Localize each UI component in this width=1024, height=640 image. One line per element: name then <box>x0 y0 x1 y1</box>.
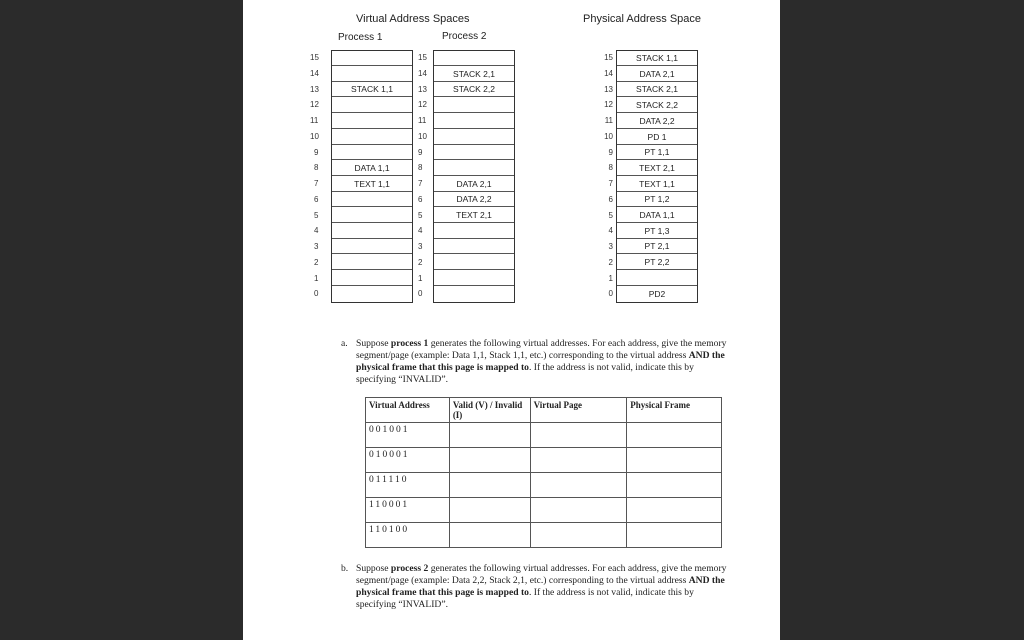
document-page <box>243 0 780 640</box>
row-number: 6 <box>314 195 319 204</box>
page-cell: STACK 1,1 <box>332 82 412 97</box>
page-cell <box>332 67 412 82</box>
row-number: 10 <box>604 132 613 141</box>
question-a-label: a. <box>341 338 348 349</box>
table-row <box>366 423 722 448</box>
physical-frame-cell[interactable] <box>627 473 722 498</box>
row-number: 10 <box>310 132 319 141</box>
page-cell <box>434 239 514 254</box>
question-b-bold: AND the physical frame that this page is mapped to <box>356 575 725 598</box>
row-number: 8 <box>314 163 319 172</box>
virtual-page-cell[interactable] <box>530 473 627 498</box>
virtual-page-cell[interactable] <box>530 498 627 523</box>
valid-cell[interactable] <box>449 523 530 548</box>
row-number: 11 <box>418 116 427 125</box>
physical-row-numbers <box>599 50 613 302</box>
frame-cell <box>617 271 697 286</box>
frame-cell: TEXT 1,1 <box>617 177 697 192</box>
page-cell <box>332 98 412 113</box>
row-number: 3 <box>608 242 613 251</box>
page-cell <box>434 130 514 145</box>
page-cell <box>332 287 412 302</box>
row-number: 2 <box>314 258 319 267</box>
frame-cell: STACK 1,1 <box>617 51 697 66</box>
virtual-address-cell: 110001 <box>366 498 450 523</box>
row-number: 13 <box>604 85 613 94</box>
question-a-bold: AND the physical frame that this page is mapped to <box>356 350 725 373</box>
process1-address-space <box>331 50 413 303</box>
question-b-label: b. <box>341 563 349 574</box>
page-cell: TEXT 2,1 <box>434 208 514 223</box>
table-row <box>366 523 722 548</box>
page-cell <box>332 239 412 254</box>
frame-cell: PT 2,2 <box>617 255 697 270</box>
row-number: 9 <box>608 148 613 157</box>
page-cell <box>332 224 412 239</box>
row-number: 5 <box>418 211 423 220</box>
page-cell <box>434 51 514 66</box>
page-cell <box>434 224 514 239</box>
frame-cell: PT 1,2 <box>617 192 697 207</box>
row-number: 9 <box>314 148 319 157</box>
frame-cell: STACK 2,2 <box>617 98 697 113</box>
page-cell <box>332 192 412 207</box>
row-number: 15 <box>310 53 319 62</box>
page-cell <box>434 287 514 302</box>
row-number: 7 <box>418 179 423 188</box>
row-number: 14 <box>310 69 319 78</box>
frame-cell: DATA 2,2 <box>617 114 697 129</box>
table-row <box>366 498 722 523</box>
row-number: 11 <box>604 116 613 125</box>
virtual-address-cell: 011110 <box>366 473 450 498</box>
page-cell <box>434 98 514 113</box>
row-number: 10 <box>418 132 427 141</box>
valid-cell[interactable] <box>449 473 530 498</box>
page-cell: STACK 2,1 <box>434 67 514 82</box>
frame-cell: PT 1,1 <box>617 145 697 160</box>
page-cell <box>434 255 514 270</box>
virtual-address-cell: 001001 <box>366 423 450 448</box>
row-number: 4 <box>418 226 423 235</box>
row-number: 6 <box>418 195 423 204</box>
page-cell <box>332 51 412 66</box>
question-a-bold: process 1 <box>390 338 429 349</box>
row-number: 3 <box>314 242 319 251</box>
page-cell <box>332 130 412 145</box>
row-number: 12 <box>310 100 319 109</box>
process2-heading: Process 2 <box>442 31 487 42</box>
row-number: 1 <box>314 274 319 283</box>
row-number: 9 <box>418 148 423 157</box>
question-b <box>341 563 731 611</box>
question-a-text: . If the address is not valid, indicate this by specifying “INVALID”. <box>356 362 694 385</box>
row-number: 14 <box>418 69 427 78</box>
column-header: Virtual Address <box>366 398 450 423</box>
frame-cell: TEXT 2,1 <box>617 161 697 176</box>
physical-frame-cell[interactable] <box>627 523 722 548</box>
question-b-text: . If the address is not valid, indicate this by specifying “INVALID”. <box>356 587 694 610</box>
page-cell <box>434 145 514 160</box>
row-number: 13 <box>418 85 427 94</box>
row-number: 15 <box>418 53 427 62</box>
physical-frame-cell[interactable] <box>627 498 722 523</box>
answer-table <box>365 397 722 548</box>
physical-address-space <box>616 50 698 303</box>
row-number: 11 <box>310 116 319 125</box>
physical-frame-cell[interactable] <box>627 423 722 448</box>
page-cell: TEXT 1,1 <box>332 177 412 192</box>
row-number: 4 <box>608 226 613 235</box>
process1-heading: Process 1 <box>338 32 383 43</box>
physical-frame-cell[interactable] <box>627 448 722 473</box>
valid-cell[interactable] <box>449 498 530 523</box>
virtual-page-cell[interactable] <box>530 523 627 548</box>
virtual-address-spaces-heading: Virtual Address Spaces <box>356 13 470 25</box>
row-number: 7 <box>608 179 613 188</box>
frame-cell: PT 1,3 <box>617 224 697 239</box>
row-number: 0 <box>418 289 423 298</box>
page-cell: STACK 2,2 <box>434 82 514 97</box>
virtual-page-cell[interactable] <box>530 423 627 448</box>
page-cell <box>434 271 514 286</box>
question-b-text: generates the following virtual addresses. For each address, give the memory segment/page (example: Data 2,2, Stack 2,1, etc.) corresponding to the virtual address <box>356 563 727 586</box>
column-header: Physical Frame <box>627 398 722 423</box>
frame-cell: PD 1 <box>617 130 697 145</box>
process2-address-space <box>433 50 515 303</box>
question-a <box>341 338 731 386</box>
valid-cell[interactable] <box>449 448 530 473</box>
row-number: 15 <box>604 53 613 62</box>
page-cell: DATA 2,2 <box>434 192 514 207</box>
page-cell <box>332 255 412 270</box>
row-number: 12 <box>418 100 427 109</box>
row-number: 13 <box>310 85 319 94</box>
page-cell: DATA 2,1 <box>434 177 514 192</box>
table-header-row <box>366 398 722 423</box>
physical-address-space-heading: Physical Address Space <box>583 13 702 25</box>
page-cell: DATA 1,1 <box>332 161 412 176</box>
frame-cell: PT 2,1 <box>617 239 697 254</box>
page-cell <box>332 145 412 160</box>
row-number: 0 <box>314 289 319 298</box>
table-row <box>366 448 722 473</box>
row-number: 4 <box>314 226 319 235</box>
page-cell <box>332 208 412 223</box>
virtual-page-cell[interactable] <box>530 448 627 473</box>
row-number: 7 <box>314 179 319 188</box>
frame-cell: DATA 2,1 <box>617 67 697 82</box>
column-header: Virtual Page <box>530 398 627 423</box>
row-number: 5 <box>314 211 319 220</box>
row-number: 2 <box>608 258 613 267</box>
question-a-text: generates the following virtual addresses. For each address, give the memory segment/page (example: Data 1,1, Stack 1,1, etc.) corresponding to the virtual address <box>356 338 727 361</box>
row-number: 6 <box>608 195 613 204</box>
page-cell <box>434 161 514 176</box>
row-number: 14 <box>604 69 613 78</box>
row-number: 1 <box>418 274 423 283</box>
question-a-text: Suppose <box>356 338 391 349</box>
row-number: 3 <box>418 242 423 251</box>
frame-cell: STACK 2,1 <box>617 82 697 97</box>
table-row <box>366 473 722 498</box>
virtual-address-cell: 110100 <box>366 523 450 548</box>
row-number: 12 <box>604 100 613 109</box>
question-b-text: Suppose <box>356 563 391 574</box>
column-header: Valid (V) / Invalid (I) <box>449 398 530 423</box>
process1-row-numbers <box>310 50 328 302</box>
page-cell <box>332 271 412 286</box>
valid-cell[interactable] <box>449 423 530 448</box>
row-number: 8 <box>418 163 423 172</box>
virtual-address-cell: 010001 <box>366 448 450 473</box>
page-cell <box>332 114 412 129</box>
row-number: 8 <box>608 163 613 172</box>
row-number: 2 <box>418 258 423 267</box>
row-number: 5 <box>608 211 613 220</box>
row-number: 0 <box>608 289 613 298</box>
frame-cell: PD2 <box>648 288 666 299</box>
process2-row-numbers <box>418 50 432 302</box>
frame-cell: DATA 1,1 <box>617 208 697 223</box>
question-b-bold: process 2 <box>390 563 429 574</box>
page-cell <box>434 114 514 129</box>
row-number: 1 <box>608 274 613 283</box>
